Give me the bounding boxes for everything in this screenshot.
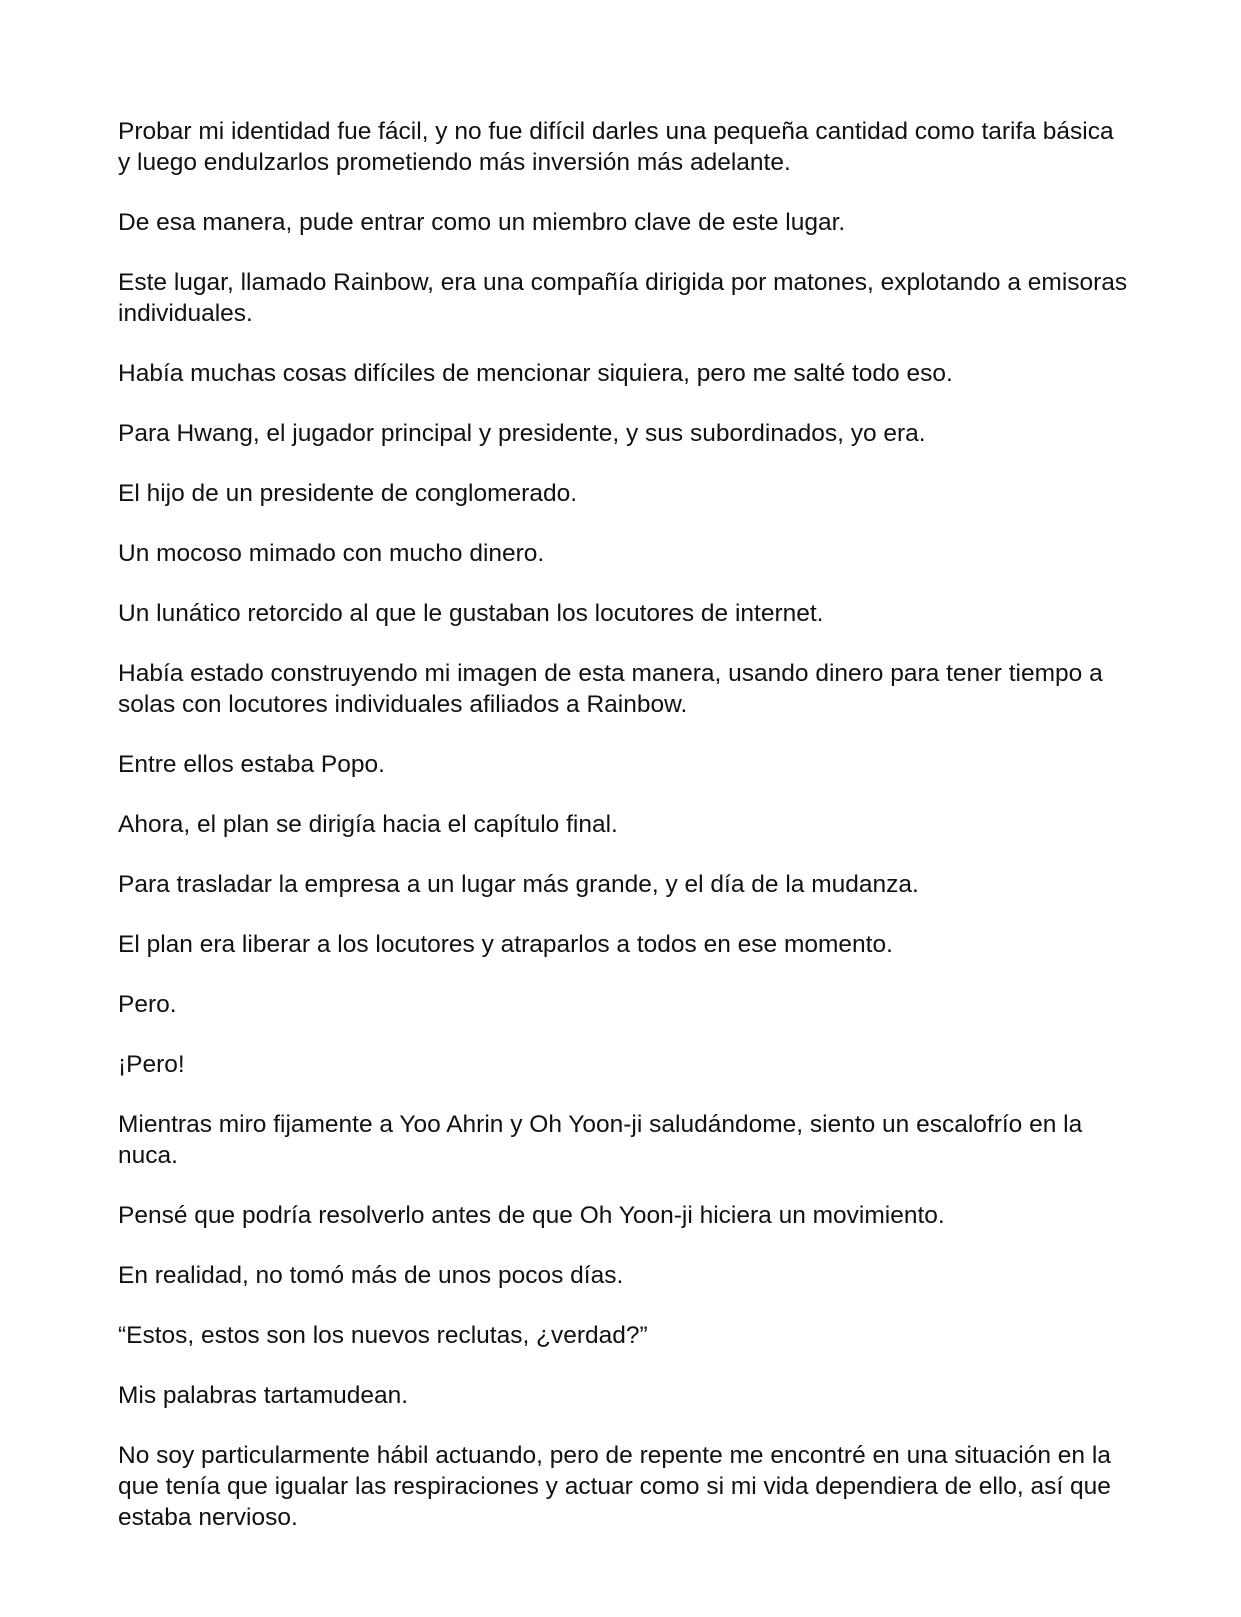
paragraph: En realidad, no tomó más de unos pocos días.	[118, 1262, 624, 1289]
paragraph: Entre ellos estaba Popo.	[118, 751, 385, 778]
paragraph: Este lugar, llamado Rainbow, era una compañía dirigida por matones, explotando a emisoras individuales.	[118, 269, 1128, 327]
paragraph: Pensé que podría resolverlo antes de que Oh Yoon-ji hiciera un movimiento.	[118, 1202, 945, 1229]
paragraph: “Estos, estos son los nuevos reclutas, ¿verdad?”	[118, 1322, 648, 1349]
paragraph: No soy particularmente hábil actuando, pero de repente me encontré en una situación en la que tenía que igualar las respiraciones y actuar como si mi vida dependiera de ello, así que estaba nervioso.	[118, 1442, 1111, 1531]
paragraph: Mis palabras tartamudean.	[118, 1382, 409, 1409]
paragraph: Había muchas cosas difíciles de mencionar siquiera, pero me salté todo eso.	[118, 360, 953, 387]
paragraph: Había estado construyendo mi imagen de esta manera, usando dinero para tener tiempo a solas con locutores individuales afiliados a Rainbow.	[118, 660, 1103, 718]
paragraph: De esa manera, pude entrar como un miembro clave de este lugar.	[118, 209, 846, 236]
paragraph: ¡Pero!	[118, 1051, 185, 1078]
paragraph: Para Hwang, el jugador principal y presidente, y sus subordinados, yo era.	[118, 420, 926, 447]
paragraph: Mientras miro fijamente a Yoo Ahrin y Oh Yoon-ji saludándome, siento un escalofrío en la nuca.	[118, 1111, 1083, 1169]
paragraph: Probar mi identidad fue fácil, y no fue difícil darles una pequeña cantidad como tarifa básica y luego endulzarlos prometiendo más inversión más adelante.	[118, 118, 1114, 176]
paragraph: Ahora, el plan se dirigía hacia el capítulo final.	[118, 811, 618, 838]
paragraph: Un lunático retorcido al que le gustaban los locutores de internet.	[118, 600, 824, 627]
paragraph: El plan era liberar a los locutores y atraparlos a todos en ese momento.	[118, 931, 893, 958]
document-body	[118, 116, 1128, 1562]
paragraph: El hijo de un presidente de conglomerado.	[118, 480, 578, 507]
paragraph: Pero.	[118, 991, 177, 1018]
paragraph: Para trasladar la empresa a un lugar más grande, y el día de la mudanza.	[118, 871, 919, 898]
paragraph: Un mocoso mimado con mucho dinero.	[118, 540, 545, 567]
